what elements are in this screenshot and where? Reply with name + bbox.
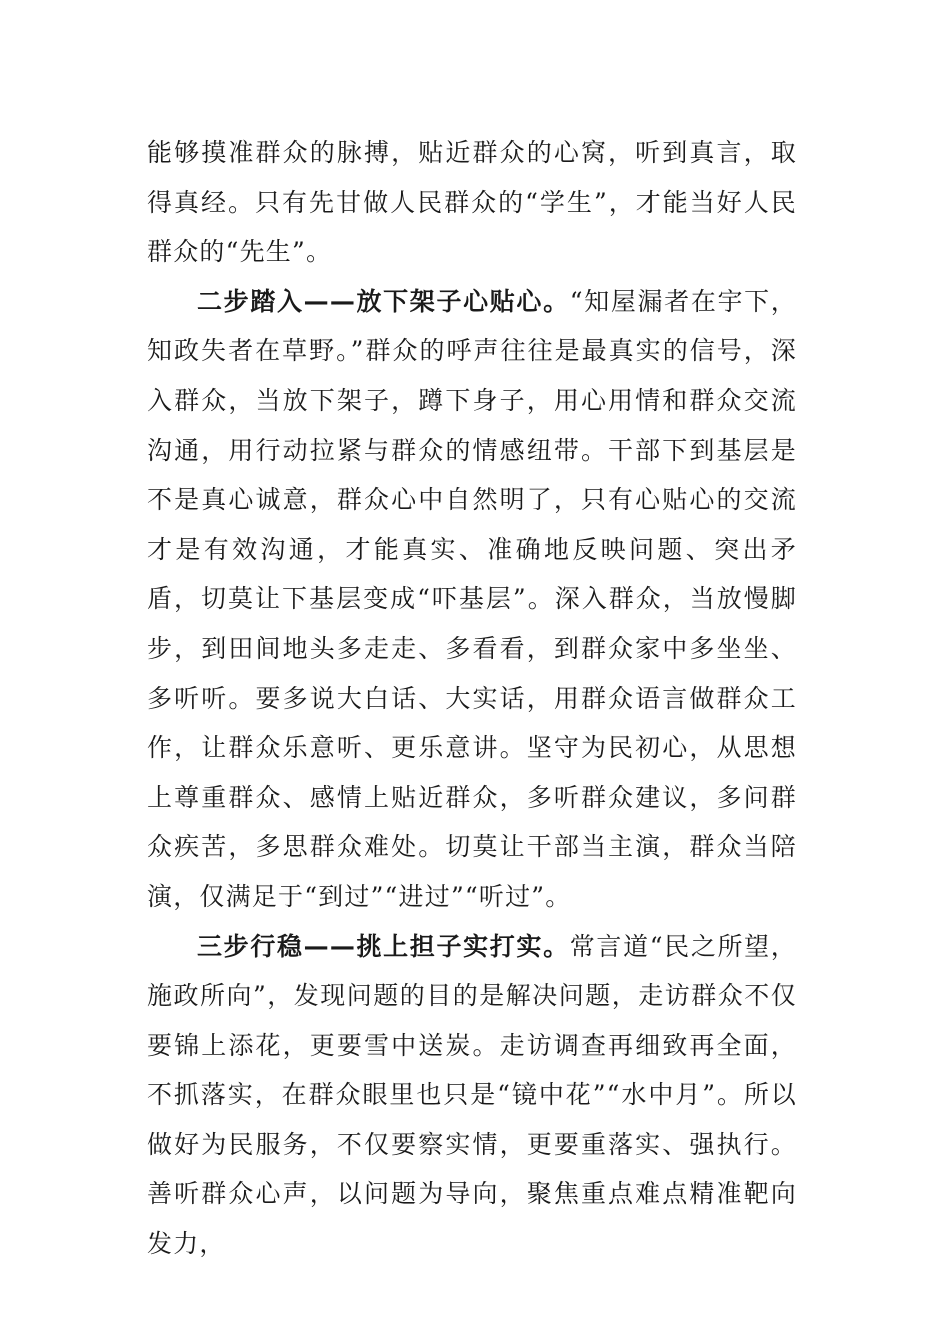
paragraph-3-heading: 三步行稳——挑上担子实打实。: [197, 931, 570, 961]
paragraph-1-text: 能够摸准群众的脉搏，贴近群众的心窝，听到真言，取得真经。只有先甘做人民群众的“学生”，才能当好人民群众的“先生”。: [147, 138, 797, 267]
paragraph-1: [147, 128, 797, 277]
paragraph-3-text: 常言道“民之所望，施政所向”，发现问题的目的是解决问题，走访群众不仅要锦上添花，更要雪中送炭。走访调查再细致再全面，不抓落实，在群众眼里也只是“镜中花”“水中月”。所以做好为民服务，不仅要察实情，更要重落实、强执行。善听群众心声，以问题为导向，聚焦重点难点精准靶向发力，: [147, 931, 797, 1259]
paragraph-2-text: “知屋漏者在宇下，知政失者在草野。”群众的呼声往往是最真实的信号，深入群众，当放下架子，蹲下身子，用心用情和群众交流沟通，用行动拉紧与群众的情感纽带。干部下到基层是不是真心诚意，群众心中自然明了，只有心贴心的交流才是有效沟通，才能真实、准确地反映问题、突出矛盾，切莫让下基层变成“吓基层”。深入群众，当放慢脚步，到田间地头多走走、多看看，到群众家中多坐坐、多听听。要多说大白话、大实话，用群众语言做群众工作，让群众乐意听、更乐意讲。坚守为民初心，从思想上尊重群众、感情上贴近群众，多听群众建议，多问群众疾苦，多思群众难处。切莫让干部当主演，群众当陪演，仅满足于“到过”“进过”“听过”。: [147, 286, 797, 911]
paragraph-2-heading: 二步踏入——放下架子心贴心。: [197, 286, 570, 316]
paragraph-3: [147, 922, 797, 1269]
paragraph-2: [147, 277, 797, 922]
document-body: [147, 128, 797, 1269]
